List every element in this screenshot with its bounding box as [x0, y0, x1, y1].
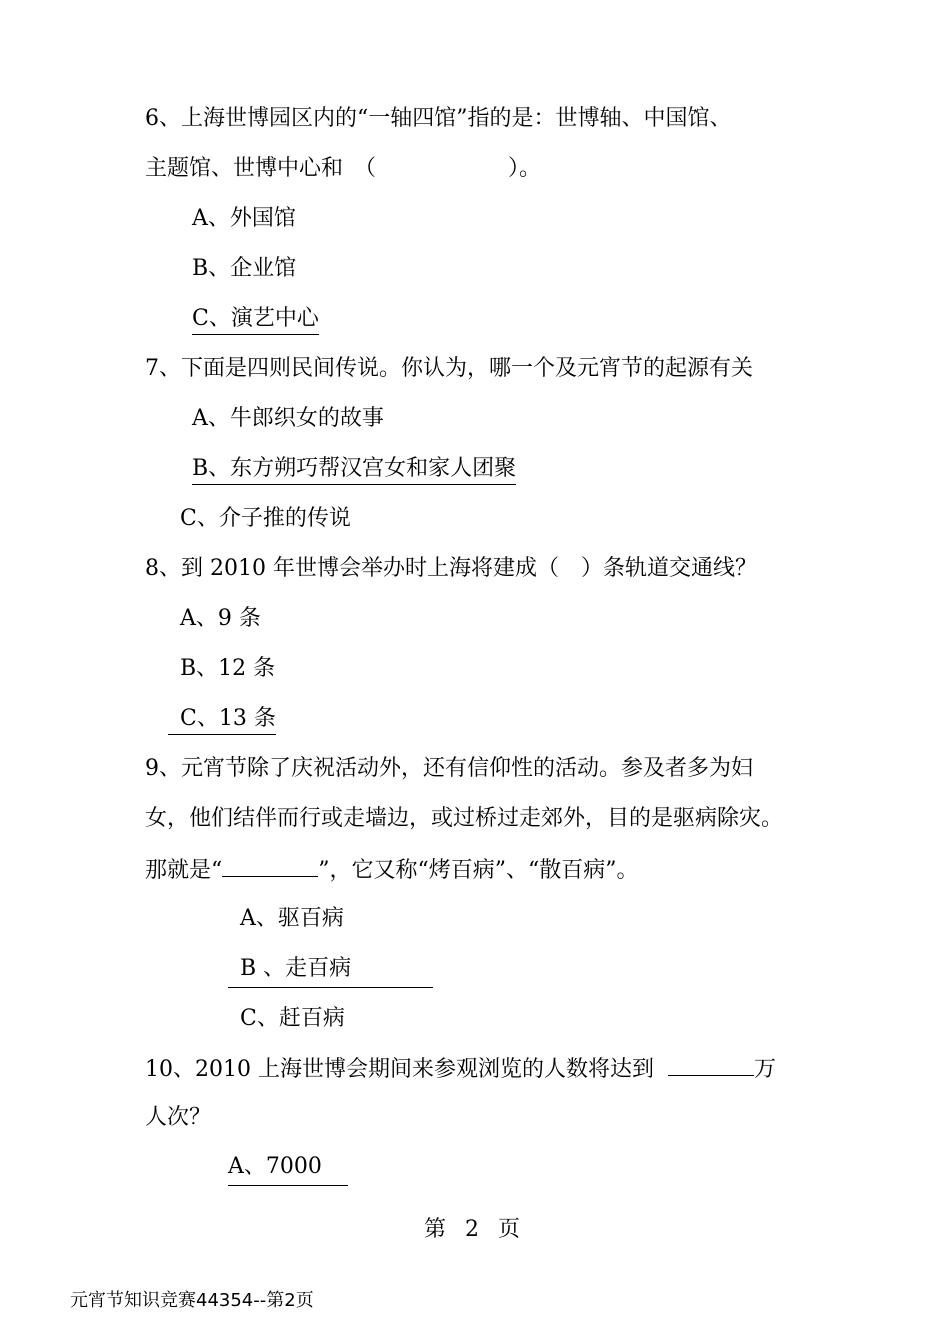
q10-fill-blank [668, 1053, 754, 1076]
q7-line-1: 7、下面是四则民间传说。你认为，哪一个及元宵节的起源有关 [145, 356, 753, 381]
q8-option-c-text: C、13 条 [168, 706, 276, 735]
q6-option-b: B、企业馆 [192, 256, 297, 281]
q6-line-1: 6、上海世博园区内的“一轴四馆”指的是：世博轴、中国馆、 [145, 106, 732, 131]
q9-option-b-answer [228, 954, 433, 988]
q9-option-b-text: B 、走百病 [228, 954, 433, 988]
q10-line-1-pre: 10、2010 上海世博会期间来参观浏览的人数将达到 [145, 1057, 654, 1082]
q9-line-2: 女，他们结伴而行或走墙边，或过桥过走郊外，目的是驱病除灾。 [145, 806, 784, 831]
q8-option-c-answer [168, 704, 276, 734]
q9-line-1: 9、元宵节除了庆祝活动外，还有信仰性的活动。参及者多为妇 [145, 756, 753, 781]
q9-line-3 [145, 854, 639, 886]
q9-option-c: C、赶百病 [240, 1006, 345, 1031]
q8-option-a: A、9 条 [180, 606, 261, 631]
q6-option-c-answer [192, 304, 319, 334]
q8-option-b: B、12 条 [180, 656, 276, 681]
q9-line-3-pre: 那就是“ [145, 858, 223, 883]
q9-option-a: A、驱百病 [240, 906, 344, 931]
q7-option-b-text: B、东方朔巧帮汉宫女和家人团聚 [192, 456, 516, 485]
q6-option-a: A、外国馆 [192, 206, 296, 231]
q10-line-2: 人次？ [145, 1105, 212, 1130]
q9-fill-blank [222, 854, 318, 877]
q7-option-b-answer [192, 454, 516, 484]
q10-line-1 [145, 1053, 776, 1085]
q6-option-c-text: C、演艺中心 [192, 306, 319, 335]
page-number: 第 2 页 [424, 1217, 526, 1242]
document-footer-label: 元宵节知识竞赛44354--第2页 [70, 1290, 314, 1311]
q10-option-a-answer [228, 1152, 348, 1186]
q10-option-a-text: A、7000 [228, 1152, 348, 1186]
q7-option-a: A、牛郎织女的故事 [192, 406, 384, 431]
q9-line-3-post: ”，它又称“烤百病”、“散百病”。 [318, 858, 639, 883]
q10-line-1-post: 万 [753, 1057, 776, 1082]
q8-line-1: 8、到 2010 年世博会举办时上海将建成（ ）条轨道交通线？ [145, 556, 757, 581]
q7-option-c: C、介子推的传说 [180, 506, 351, 531]
q6-line-2: 主题馆、世博中心和 （ ）。 [145, 156, 542, 181]
